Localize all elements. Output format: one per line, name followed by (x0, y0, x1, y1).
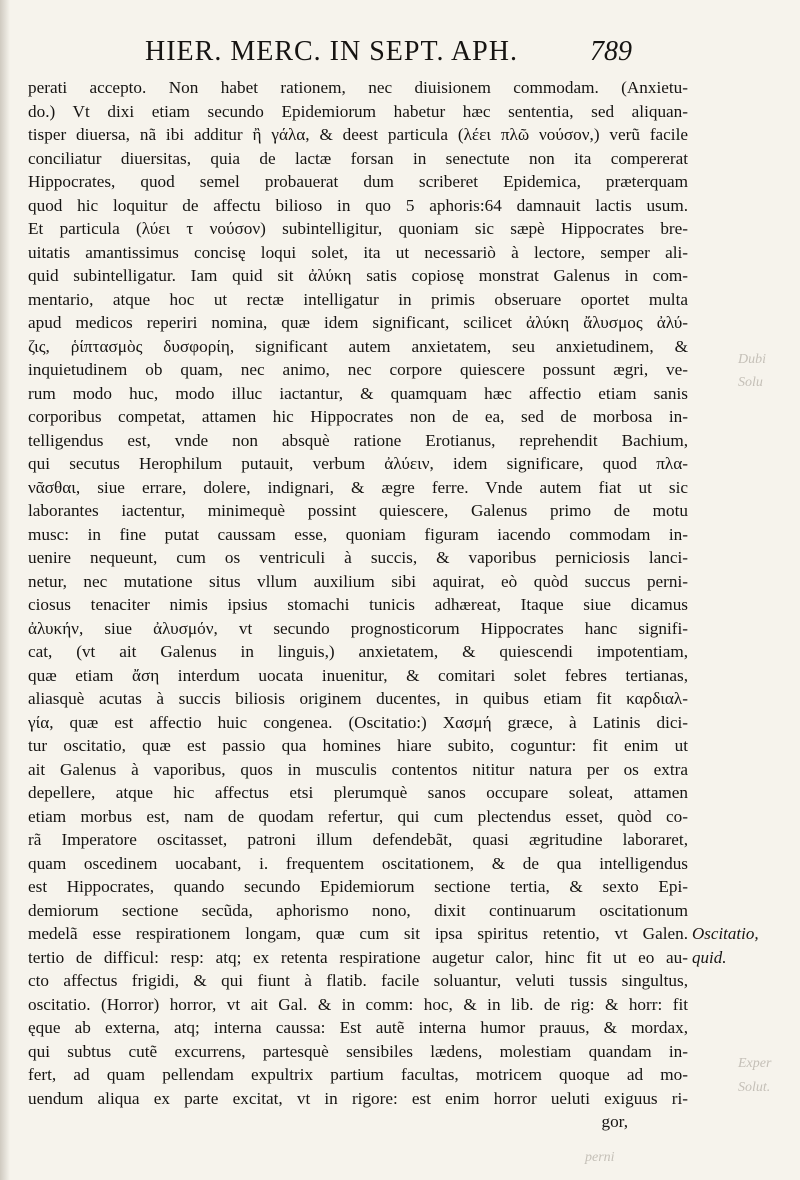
text-line: quod hic loquitur de affectu bilioso in quo 5 aphoris:64 damnauit lactis usum. (28, 195, 688, 215)
text-line: quæ etiam ἄση interdum uocata inuenitur, & comitari solet febres tertianas, (28, 665, 688, 685)
text-line: medelã esse respirationem longam, quæ cum sit ipsa spiritus retentio, vt Galen. (28, 924, 688, 943)
text-line: rum modo huc, modo illuc iactantur, & quamquam hæc affectio etiam sanis (28, 383, 688, 403)
text-line: etiam morbus est, nam de quodam refertur, qui cum plectendus esset, quòd co- (28, 806, 688, 826)
text-line: perati accepto. Non habet rationem, nec diuisionem commodam. (Anxietu- (28, 78, 688, 97)
text-line: ἀλυκήν, siue ἀλυσμόν, vt secundo prognosticorum Hippocrates hanc signifi- (28, 618, 688, 638)
show-through-text: Solut. (738, 1080, 771, 1095)
text-line: uitatis amantissimus concisę loqui solet, ita ut necessariò à lectore, semper ali- (28, 242, 688, 262)
text-line: uenire nequeunt, cum os ventriculi à succis, & vaporibus perniciosis lanci- (28, 548, 688, 567)
text-line: qui subtus cutẽ excurrens, partesquè sensibiles lædens, molestiam quandam in- (28, 1041, 688, 1061)
show-through-text: Solu (738, 375, 763, 390)
text-line: γία, quæ est affectio huic congenea. (Oscitatio:) Χασμή græce, à Latinis dici- (28, 712, 688, 732)
text-line: netur, nec mutatione situs vllum auxilium sibi aquirat, eò quòd succus perni- (28, 571, 688, 591)
body-text (28, 76, 688, 1134)
text-line: tisper diuersa, nã ibi additur ἢ γάλα, & deest particula (λέει πλῶ νούσον,) verũ facile (28, 125, 688, 144)
text-line: ait Galenus à vaporibus, quos in musculis contentos nititur natura per os extra (28, 759, 688, 779)
text-line: quam oscedinem uocabant, i. frequentem oscitationem, & de qua intelligendus (28, 853, 688, 873)
text-line: demiorum sectione secũda, aphorismo nono, dixit continuarum oscitationum (28, 900, 688, 920)
running-head: HIER. MERC. IN SEPT. APH. (145, 36, 518, 67)
text-line: uendum aliqua ex parte excitat, vt in rigore: est enim horror ueluti exiguus ri- (28, 1088, 688, 1108)
text-line: Hippocrates, quod semel probauerat dum scriberet Epidemica, præterquam (28, 172, 688, 191)
text-line: inquietudinem ob quam, nec animo, nec corpore quiescere possunt ægri, ve- (28, 360, 688, 379)
text-line: Et particula (λύει τ νούσον) subintelligitur, quoniam sic sæpè Hippocrates bre- (28, 219, 688, 238)
margin-note-oscitatio: Oscitatio, (692, 924, 759, 943)
text-line: est Hippocrates, quando secundo Epidemiorum sectione tertia, & sexto Epi- (28, 877, 688, 896)
text-line: corporibus competat, attamen hic Hippocrates non de ea, sed de morbosa in- (28, 407, 688, 426)
text-line: cat, (vt ait Galenus in linguis,) anxietatem, & quiescendi impotentiam, (28, 642, 688, 661)
text-line: laborantes iactentur, minimequè possint quiescere, Galenus primo de motu (28, 501, 688, 520)
text-line: quid subintelligatur. Iam quid sit ἀλύκη satis copiosę monstrat Galenus in com- (28, 266, 688, 285)
text-line: aliasquè acutas à succis biliosis originem ducentes, in quibus etiam fit καρδιαλ- (28, 689, 688, 708)
text-line: apud medicos reperiri nomina, quæ idem significant, scilicet ἀλύκη ἄλυσμος ἀλύ- (28, 313, 688, 332)
text-line: tertio de difficul: resp: atq; ex retenta respiratione augetur calor, hinc fit ut eo au- (28, 947, 688, 967)
text-line: do.) Vt dixi etiam secundo Epidemiorum habetur hæc sententia, sed aliquan- (28, 101, 688, 121)
text-line: fert, ad quam pellendam expultrix partium facultas, motricem quoque ad mo- (28, 1065, 688, 1084)
text-line: νᾶσθαι, siue errare, dolere, indignari, & ægre ferre. Vnde autem fiat ut sic (28, 477, 688, 497)
text-line: ciosus tenaciter nimis ipsius stomachi tunicis adhæreat, Itaque siue dicamus (28, 595, 688, 614)
text-line: qui secutus Herophilum putauit, verbum ἀλύειν, idem significare, quod πλα- (28, 454, 688, 473)
text-line: oscitatio. (Horror) horror, vt ait Gal. & in comm: hoc, & in lib. de rig: & horr: fit (28, 994, 688, 1014)
page-gutter-shadow (0, 0, 10, 1180)
show-through-text: perni (585, 1150, 615, 1165)
text-line: cto affectus frigidi, & qui fiunt à flatib. facile soluantur, veluti tussis singultus, (28, 971, 688, 990)
margin-note-quid: quid. (692, 948, 727, 967)
text-line: tur oscitatio, quæ est passio qua homines hiare subito, coguntur: fit enim ut (28, 736, 688, 755)
text-line: conciliatur diuersitas, quia de lactæ forsan in senectute non ita compererat (28, 148, 688, 168)
text-line: telligendus est, vnde non absquè ratione Erotianus, reprehendit Bachium, (28, 430, 688, 450)
text-line: ęque ab externa, atq; interna caussa: Est autẽ interna humor prauus, & mordax, (28, 1018, 688, 1037)
text-line: rã Imperatore oscitasset, patroni illum defendebãt, quasi ægritudine laboraret, (28, 830, 688, 849)
text-line: musc: in fine putat caussam esse, quoniam figuram iacendo commodam in- (28, 524, 688, 544)
text-line: depellere, atque hic affectus etsi plerumquè sanos occupare soleat, attamen (28, 783, 688, 802)
text-line: mentario, atque hoc ut rectæ intelligatur in primis obseruare oportet multa (28, 289, 688, 309)
page-number: 789 (590, 36, 632, 67)
text-line: ζις, ῥίπτασμὸς δυσφορίη, significant autem anxietatem, seu anxietudinem, & (28, 336, 688, 356)
text-line: gor, (601, 1112, 628, 1131)
show-through-text: Dubi (738, 352, 766, 367)
show-through-text: Exper (738, 1056, 772, 1071)
